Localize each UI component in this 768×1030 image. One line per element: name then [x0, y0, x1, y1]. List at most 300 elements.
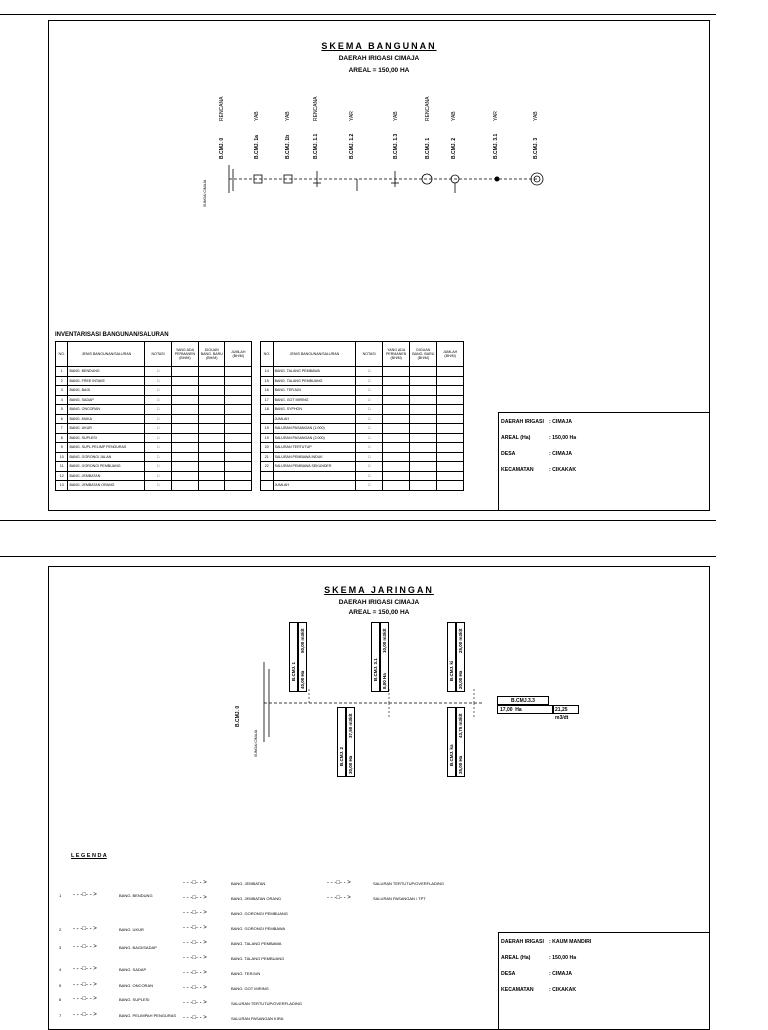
- row-value: [382, 414, 409, 424]
- col-notasi: NOTASI: [356, 342, 383, 367]
- legend-symbol-icon: - - -□- - >: [183, 925, 207, 931]
- col-no: NO.: [56, 342, 68, 367]
- info-areal-label: AREAL (Ha): [501, 955, 531, 961]
- row-no: 7: [56, 424, 68, 434]
- structure-status: YAB: [285, 111, 291, 121]
- legend-number: 7: [59, 1013, 62, 1018]
- notation-icon: □: [145, 462, 171, 472]
- block-q-unit: m3/dt: [348, 713, 353, 726]
- block-code: B.CMJ. 2: [339, 746, 344, 766]
- structure-code: B.CMJ. 3.1: [493, 133, 499, 159]
- notation-icon: □: [145, 452, 171, 462]
- legend-label: BANG. ONCORAN: [119, 983, 154, 988]
- row-value: [225, 414, 252, 424]
- row-value: [225, 367, 252, 377]
- block-cmj-3-3-q: 21,25 m3/dt: [553, 705, 579, 714]
- legend-symbol-icon: - - -□- - >: [183, 985, 207, 991]
- table-row: [56, 386, 252, 396]
- page-rule-top: [0, 14, 716, 15]
- legend-symbol-icon: - - -□- - >: [183, 910, 207, 916]
- table-row: [261, 395, 464, 405]
- table-row: [261, 471, 464, 481]
- legend-symbol-icon: - - -□- - >: [73, 944, 97, 950]
- notation-icon: □: [145, 471, 171, 481]
- block-q-unit: m3/dt: [458, 713, 463, 726]
- info-daerah-value: : KAUM MANDIRI: [549, 939, 592, 945]
- notation-icon: □: [356, 471, 383, 481]
- sheet2-river-label: SUNGAI CIMAJA: [254, 729, 258, 757]
- row-no: 20: [261, 443, 274, 453]
- row-value: [171, 481, 198, 491]
- notation-icon: □: [356, 395, 383, 405]
- row-value: [437, 405, 464, 415]
- block-value-box: [456, 707, 465, 777]
- block-ha: [458, 671, 463, 689]
- legend-symbol-icon: - - -□- - >: [183, 1015, 207, 1021]
- notation-icon: □: [356, 443, 383, 453]
- row-value: [199, 452, 225, 462]
- row-value: [437, 471, 464, 481]
- structure-code: B.CMJ. 1b: [285, 134, 291, 159]
- block-code: B.CMJ. 3.1: [373, 658, 378, 681]
- col-jenis: JENIS BANGUNAN/SALURAN: [68, 342, 145, 367]
- row-name: SALURAN PEMBAWA INDUK: [273, 452, 356, 462]
- row-name: SALURAN PASANGAN (2:000): [273, 433, 356, 443]
- table-row: [261, 414, 464, 424]
- row-value: [225, 452, 252, 462]
- row-no: 17: [261, 395, 274, 405]
- row-value: [225, 424, 252, 434]
- table-row: [56, 367, 252, 377]
- col-baru: DIGUAN BANG. BARU (BH/M): [199, 342, 225, 367]
- sheet1-info-box: [498, 412, 710, 511]
- col-permanen: YANG ADA PERMANEN (BH/M): [382, 342, 409, 367]
- legend-label: BANG. BENDUNG: [119, 893, 153, 898]
- info-daerah-value: : CIMAJA: [549, 419, 573, 425]
- legend-symbol-icon: - - -□- - >: [73, 1012, 97, 1018]
- sheet2-area: AREAL = 150,00 HA: [348, 609, 410, 616]
- block-cmj-3-3-values: 17,00 Ha: [497, 705, 553, 714]
- legend-label: BANG. GORONGI PEMBAWA: [231, 926, 286, 931]
- row-value: [410, 395, 437, 405]
- block-code-box: [447, 707, 456, 777]
- col-permanen: YANG ADA PERMANEN (BH/M): [171, 342, 198, 367]
- info-kec-value: : CIKAKAK: [549, 467, 577, 473]
- info-kec-value: : CIKAKAK: [549, 987, 577, 993]
- legend-label: BANG. GORONGI PEMBUANG: [231, 911, 288, 916]
- row-value: [199, 405, 225, 415]
- block-q-value: 43,75: [458, 726, 463, 738]
- block-ha: [382, 673, 387, 689]
- info-kec-label: KECAMATAN: [501, 987, 534, 993]
- row-no: [261, 481, 274, 491]
- row-value: [199, 395, 225, 405]
- row-value: [382, 386, 409, 396]
- row-name: BANG. UKUR: [68, 424, 145, 434]
- row-name: JUMLAH: [273, 481, 356, 491]
- row-value: [382, 433, 409, 443]
- row-value: [382, 452, 409, 462]
- sheet2-subtitle: DAERAH IRIGASI CIMAJA: [338, 599, 420, 606]
- notation-icon: □: [356, 367, 383, 377]
- notation-icon: □: [356, 414, 383, 424]
- block-ha-value: 20,00: [458, 677, 463, 689]
- legend-label: BANG. JEMBATAN: [231, 881, 266, 886]
- row-name: BANG. BENDUNG: [68, 367, 145, 377]
- row-value: [410, 414, 437, 424]
- row-value: [199, 424, 225, 434]
- block-value-box: [456, 622, 465, 692]
- notation-icon: □: [145, 395, 171, 405]
- row-value: [171, 386, 198, 396]
- row-value: [171, 405, 198, 415]
- legend-number: 6: [59, 997, 62, 1002]
- table-row: [261, 386, 464, 396]
- table-row: [56, 462, 252, 472]
- row-no: 18: [261, 405, 274, 415]
- block-code: B.CMJ. ka: [449, 744, 454, 766]
- row-no: 22: [261, 462, 274, 472]
- table-row: [56, 414, 252, 424]
- info-areal-value: : 150,00 Ha: [549, 435, 577, 441]
- block-code: B.CMJ. 1: [291, 661, 296, 681]
- row-name: BANG. SYPHON: [273, 405, 356, 415]
- row-no: 13: [56, 481, 68, 491]
- row-no: 12: [56, 471, 68, 481]
- row-value: [225, 481, 252, 491]
- main-code-label: B.CMJ. 0: [235, 705, 241, 727]
- legend-symbol-icon: - - -□- - >: [183, 940, 207, 946]
- block-cmj-3-3-code: B.CMJ.3.3: [497, 696, 549, 705]
- row-no: 1: [56, 367, 68, 377]
- info-desa-label: DESA: [501, 451, 516, 457]
- row-value: [171, 433, 198, 443]
- legend-symbol-icon: - - -□- - >: [327, 880, 351, 886]
- row-value: [171, 471, 198, 481]
- row-no: 19: [261, 424, 274, 434]
- row-name: BANG. TALANG PEMBUANG: [273, 376, 356, 386]
- legend-symbol-icon: - - -□- - >: [327, 895, 351, 901]
- row-no: 19: [261, 433, 274, 443]
- row-name: SALURAN TERTUTUP: [273, 443, 356, 453]
- row-no: [261, 471, 274, 481]
- row-value: [437, 367, 464, 377]
- row-value: [437, 424, 464, 434]
- block-ha: [300, 671, 305, 689]
- row-value: [410, 471, 437, 481]
- row-name: [273, 471, 356, 481]
- table-row: [56, 443, 252, 453]
- notation-icon: □: [145, 405, 171, 415]
- row-no: 15: [261, 376, 274, 386]
- structure-status: YAB: [393, 111, 399, 121]
- row-value: [171, 414, 198, 424]
- table-row: [261, 405, 464, 415]
- row-value: [171, 376, 198, 386]
- table-row: [56, 433, 252, 443]
- structure-status: YAB: [451, 111, 457, 121]
- row-no: 3: [56, 386, 68, 396]
- legend-symbol-icon: - - -□- - >: [73, 996, 97, 1002]
- row-value: [225, 443, 252, 453]
- row-value: [437, 462, 464, 472]
- block-q-unit: m3/dt: [458, 628, 463, 641]
- legend-symbol-icon: - - -□- - >: [73, 892, 97, 898]
- legend-label: BANG. GOT MIRING: [231, 986, 269, 991]
- legend-label: BANG. BAGI/SADAP: [119, 945, 157, 950]
- row-value: [410, 367, 437, 377]
- row-no: [261, 414, 274, 424]
- notation-icon: □: [145, 481, 171, 491]
- network-schematic: [229, 657, 559, 797]
- row-value: [199, 462, 225, 472]
- row-value: [410, 386, 437, 396]
- col-notasi: NOTASI: [145, 342, 171, 367]
- block-ha-value: 8,00: [382, 680, 387, 689]
- block-ha-unit: Ha: [300, 670, 305, 677]
- sheet-skema-jaringan: [48, 566, 710, 1030]
- row-name: BANG. ONCORAN: [68, 405, 145, 415]
- table-row: [56, 376, 252, 386]
- legend-label: BANG. JEMBATAN ORANG: [231, 896, 282, 901]
- row-name: JUMLAH: [273, 414, 356, 424]
- row-value: [225, 386, 252, 396]
- block-q-unit: m3/dt: [382, 628, 387, 641]
- block-q-value: 25,00: [458, 641, 463, 653]
- block-ha-value: 40,00: [300, 677, 305, 689]
- legend-label: BANG. SUPLESI: [119, 997, 150, 1002]
- row-value: [437, 395, 464, 405]
- legend-symbol-icon: - - -□- - >: [73, 926, 97, 932]
- row-name: BANG. GOT MIRING: [273, 395, 356, 405]
- structure-code: B.CMJ. 1a: [254, 135, 260, 159]
- row-name: BANG. SUPLESI: [68, 433, 145, 443]
- row-value: [199, 367, 225, 377]
- row-value: [410, 433, 437, 443]
- row-no: 11: [56, 462, 68, 472]
- col-jumlah: JUMLAH (BH/M): [437, 342, 464, 367]
- row-value: [171, 443, 198, 453]
- inventory-table-left: [55, 341, 252, 491]
- notation-icon: □: [145, 367, 171, 377]
- structure-schematic: [199, 161, 549, 221]
- row-value: [382, 405, 409, 415]
- row-value: [410, 452, 437, 462]
- legend-label: BANG. TALANG PEMBAWA: [231, 941, 282, 946]
- col-baru: DIGUAN BANG. BARU (BH/M): [410, 342, 437, 367]
- row-no: 21: [261, 452, 274, 462]
- table-row: [56, 481, 252, 491]
- structure-status: RENCANA: [425, 96, 431, 121]
- row-value: [199, 414, 225, 424]
- row-value: [410, 424, 437, 434]
- row-value: [199, 471, 225, 481]
- legend-label: SALURAN TERTUTUP/OVERFLADING: [231, 1001, 302, 1006]
- block-q-unit: m3/dt: [300, 628, 305, 641]
- col-jumlah: JUMLAH (BH/M): [225, 342, 252, 367]
- row-name: BANG. TERJUN: [273, 386, 356, 396]
- table-row: [261, 452, 464, 462]
- row-value: [437, 452, 464, 462]
- legend-label: SALURAN TERTUTUP/OVERFLADING: [373, 881, 444, 886]
- table-row: [56, 471, 252, 481]
- row-value: [437, 386, 464, 396]
- info-desa-label: DESA: [501, 971, 516, 977]
- row-value: [199, 481, 225, 491]
- block-q: [458, 713, 463, 738]
- row-name: BANG. GORONGI JALAN: [68, 452, 145, 462]
- row-value: [382, 376, 409, 386]
- legend-label: BANG. TERJUN: [231, 971, 261, 976]
- block-code-box: [289, 622, 298, 692]
- legend-label: SALURAN PASANGAN KIRA: [231, 1016, 284, 1021]
- block-q-value: 37,50: [348, 726, 353, 738]
- legend-number: 4: [59, 967, 62, 972]
- legend-number: 3: [59, 945, 62, 950]
- notation-icon: □: [356, 424, 383, 434]
- block-q: [300, 628, 305, 653]
- notation-icon: □: [145, 386, 171, 396]
- row-value: [171, 462, 198, 472]
- row-value: [437, 376, 464, 386]
- structure-code: B.CMJ. 1.2: [349, 133, 355, 159]
- row-name: BANG. MUKA: [68, 414, 145, 424]
- row-value: [410, 405, 437, 415]
- block-code: B.CMJ. ki: [449, 660, 454, 681]
- row-no: 14: [261, 367, 274, 377]
- row-name: BANG. JEMBATAN ORANG: [68, 481, 145, 491]
- block-q-value: 50,00: [300, 641, 305, 653]
- inventory-title: INVENTARISASI BANGUNAN/SALURAN: [55, 332, 169, 338]
- table-row: [56, 405, 252, 415]
- legend-symbol-icon: - - -□- - >: [183, 970, 207, 976]
- row-value: [410, 443, 437, 453]
- row-value: [225, 395, 252, 405]
- row-value: [225, 376, 252, 386]
- row-value: [171, 452, 198, 462]
- block-ha-value: 35,00: [458, 762, 463, 774]
- row-value: [410, 462, 437, 472]
- notation-icon: □: [145, 414, 171, 424]
- notation-icon: □: [356, 376, 383, 386]
- legend-symbol-icon: - - -□- - >: [183, 1000, 207, 1006]
- block-ha-unit: Ha: [458, 670, 463, 677]
- row-value: [437, 481, 464, 491]
- row-name: SALURAN PASANGAN (1:000): [273, 424, 356, 434]
- legend-label: BANG. UKUR: [119, 927, 144, 932]
- table-row: [261, 376, 464, 386]
- sheet1-title: SKEMA BANGUNAN: [321, 41, 437, 51]
- row-no: 16: [261, 386, 274, 396]
- row-no: 8: [56, 433, 68, 443]
- block-value-box: [298, 622, 307, 692]
- row-name: BANG. FREE INTAKE: [68, 376, 145, 386]
- sheet2-info-box: [498, 932, 710, 1030]
- row-name: BANG. SADAP: [68, 395, 145, 405]
- row-no: 9: [56, 443, 68, 453]
- row-name: BANG. TALANG PEMBAWA: [273, 367, 356, 377]
- structure-code: B.CMJ. 1.3: [393, 133, 399, 159]
- block-value-box: [380, 622, 389, 692]
- notation-icon: □: [145, 443, 171, 453]
- block-ha-unit: Ha: [458, 755, 463, 762]
- row-value: [225, 471, 252, 481]
- notation-icon: □: [356, 481, 383, 491]
- row-value: [437, 433, 464, 443]
- sheet1-subtitle: DAERAH IRIGASI CIMAJA: [338, 55, 420, 62]
- row-name: BANG. BAGI: [68, 386, 145, 396]
- structure-status: RENCANA: [219, 96, 225, 121]
- row-value: [382, 367, 409, 377]
- block-ha: [348, 756, 353, 774]
- legend-number: 2: [59, 927, 62, 932]
- legend-symbol-icon: - - -□- - >: [183, 955, 207, 961]
- inventory-table-right: [260, 341, 464, 491]
- row-value: [225, 433, 252, 443]
- legend-number: 1: [59, 893, 62, 898]
- table-row: [261, 433, 464, 443]
- legend-symbol-icon: - - -□- - >: [183, 880, 207, 886]
- notation-icon: □: [145, 433, 171, 443]
- page-rule-mid2: [0, 556, 716, 557]
- row-value: [171, 395, 198, 405]
- row-no: 2: [56, 376, 68, 386]
- row-no: 4: [56, 395, 68, 405]
- block-ha: [458, 756, 463, 774]
- legend-symbol-icon: - - -□- - >: [73, 982, 97, 988]
- table-row: [56, 395, 252, 405]
- legend-title: L E G E N D A: [71, 853, 107, 859]
- block-q-value: 10,00: [382, 641, 387, 653]
- legend-label: BANG. TALANG PEMBUANG: [231, 956, 285, 961]
- sheet2-title: SKEMA JARINGAN: [324, 585, 434, 595]
- legend-symbol-icon: - - -□- - >: [73, 966, 97, 972]
- notation-icon: □: [356, 462, 383, 472]
- legend-label: BANG. PELIMPAH PENGURAS: [119, 1013, 177, 1018]
- block-q: [458, 628, 463, 653]
- row-no: 10: [56, 452, 68, 462]
- legend-label: SALURAN PASANGAN / TPT: [373, 896, 426, 901]
- block-code-box: [447, 622, 456, 692]
- info-desa-value: : CIMAJA: [549, 451, 573, 457]
- structure-code: B.CMJ. 0: [219, 137, 225, 159]
- row-value: [382, 471, 409, 481]
- row-value: [225, 405, 252, 415]
- row-value: [410, 376, 437, 386]
- row-name: BANG. GORONGI PEMBUANG: [68, 462, 145, 472]
- block-ha-unit: Ha: [348, 755, 353, 762]
- structure-code: B.CMJ. 2: [451, 137, 457, 159]
- legend-label: BANG. SADAP: [119, 967, 147, 972]
- row-value: [382, 424, 409, 434]
- table-row: [56, 424, 252, 434]
- row-value: [437, 414, 464, 424]
- legend-symbol-icon: - - -□- - >: [183, 895, 207, 901]
- sheet1-area: AREAL = 150,00 HA: [348, 67, 410, 74]
- col-no: NO.: [261, 342, 274, 367]
- info-areal-value: : 150,00 Ha: [549, 955, 577, 961]
- structure-status: YAB: [533, 111, 539, 121]
- block-q: [348, 713, 353, 738]
- notation-icon: □: [356, 386, 383, 396]
- row-value: [225, 462, 252, 472]
- structure-code: B.CMJ. 1.1: [313, 133, 319, 159]
- sheet-skema-bangunan: [48, 20, 710, 511]
- row-value: [199, 386, 225, 396]
- structure-status: RENCANA: [313, 96, 319, 121]
- structure-code: B.CMJ. 1: [425, 137, 431, 159]
- row-value: [437, 443, 464, 453]
